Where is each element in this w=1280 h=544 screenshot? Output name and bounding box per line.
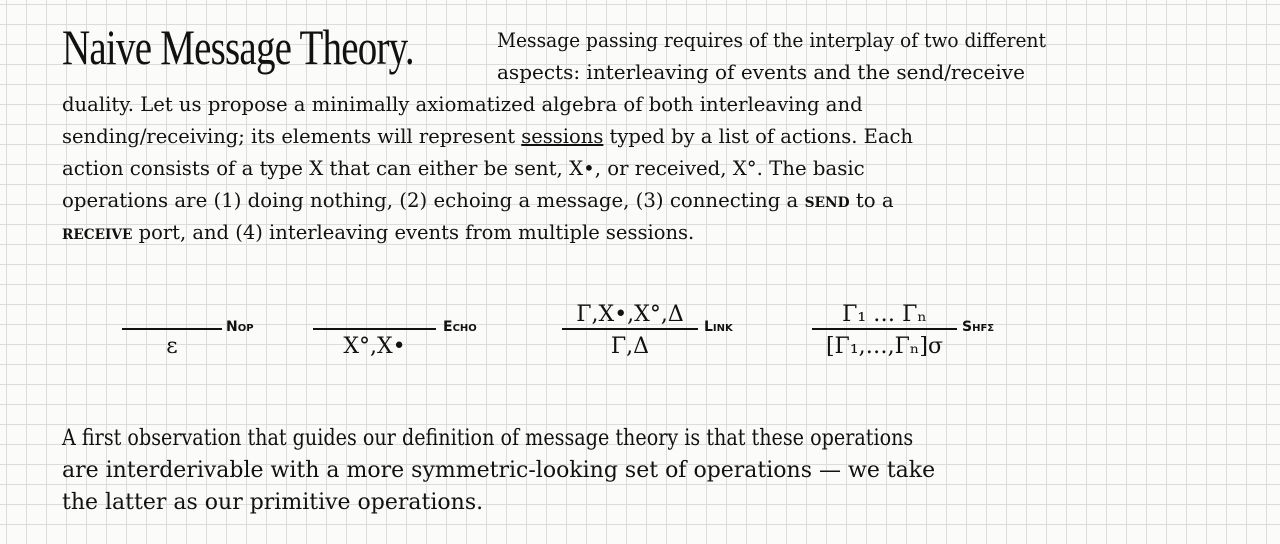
rule-shf-bar [812, 328, 957, 330]
intro-line-6-c: to a [849, 188, 894, 212]
keyword-receive: receive [62, 220, 133, 244]
intro-line-5: action consists of a type X that can either be sent, X•, or received, X°. The basic [62, 156, 865, 180]
rule-nop-label: Nop [226, 319, 254, 335]
intro-line-3: duality. Let us propose a minimally axiomatized algebra of both interleaving and [62, 92, 863, 116]
intro-line-7 [62, 222, 694, 242]
rule-link-premise: Γ,X•,X°,Δ [576, 302, 684, 327]
intro-line-6 [62, 190, 894, 210]
rule-nop-bar [122, 328, 222, 330]
rule-link [562, 300, 762, 370]
term-sessions: sessions [521, 124, 604, 148]
rule-nop-conclusion: ε [166, 334, 178, 359]
rule-shf-label: Shfσ [962, 319, 995, 335]
rule-link-bar [562, 328, 698, 330]
rule-echo-conclusion: X°,X• [343, 334, 406, 359]
rule-link-conclusion: Γ,Δ [610, 334, 650, 359]
intro-line-6-a: operations are (1) doing nothing, (2) echoing a message, (3) connecting a [62, 188, 805, 212]
rule-nop [122, 300, 302, 370]
page-title: Naive Message Theory. [62, 19, 414, 75]
rule-shf-conclusion: [Γ₁,…,Γₙ]σ [825, 334, 944, 359]
observation-line-3: the latter as our primitive operations. [62, 490, 484, 515]
intro-line-4-a: sending/receiving; its elements will represent [62, 124, 522, 148]
keyword-send: send [804, 188, 850, 212]
rule-echo-bar [313, 328, 436, 330]
intro-line-7-b: port, and (4) interleaving events from multiple sessions. [132, 220, 695, 244]
rule-echo-label: Echo [443, 319, 477, 335]
intro-line-4 [62, 126, 913, 146]
rule-shf-premise: Γ₁ … Γₙ [842, 302, 927, 327]
rule-echo [313, 300, 513, 370]
intro-line-2: aspects: interleaving of events and the send/receive [497, 60, 1025, 84]
rule-shf [812, 300, 1042, 370]
intro-line-4-c: typed by a list of actions. Each [603, 124, 913, 148]
rule-link-label: Link [704, 319, 733, 335]
observation-line-1: A first observation that guides our definition of message theory is that these operations [62, 426, 914, 451]
observation-line-2: are interderivable with a more symmetric-looking set of operations — we take [62, 458, 936, 483]
intro-line-1: Message passing requires of the interplay of two different [497, 28, 1046, 52]
